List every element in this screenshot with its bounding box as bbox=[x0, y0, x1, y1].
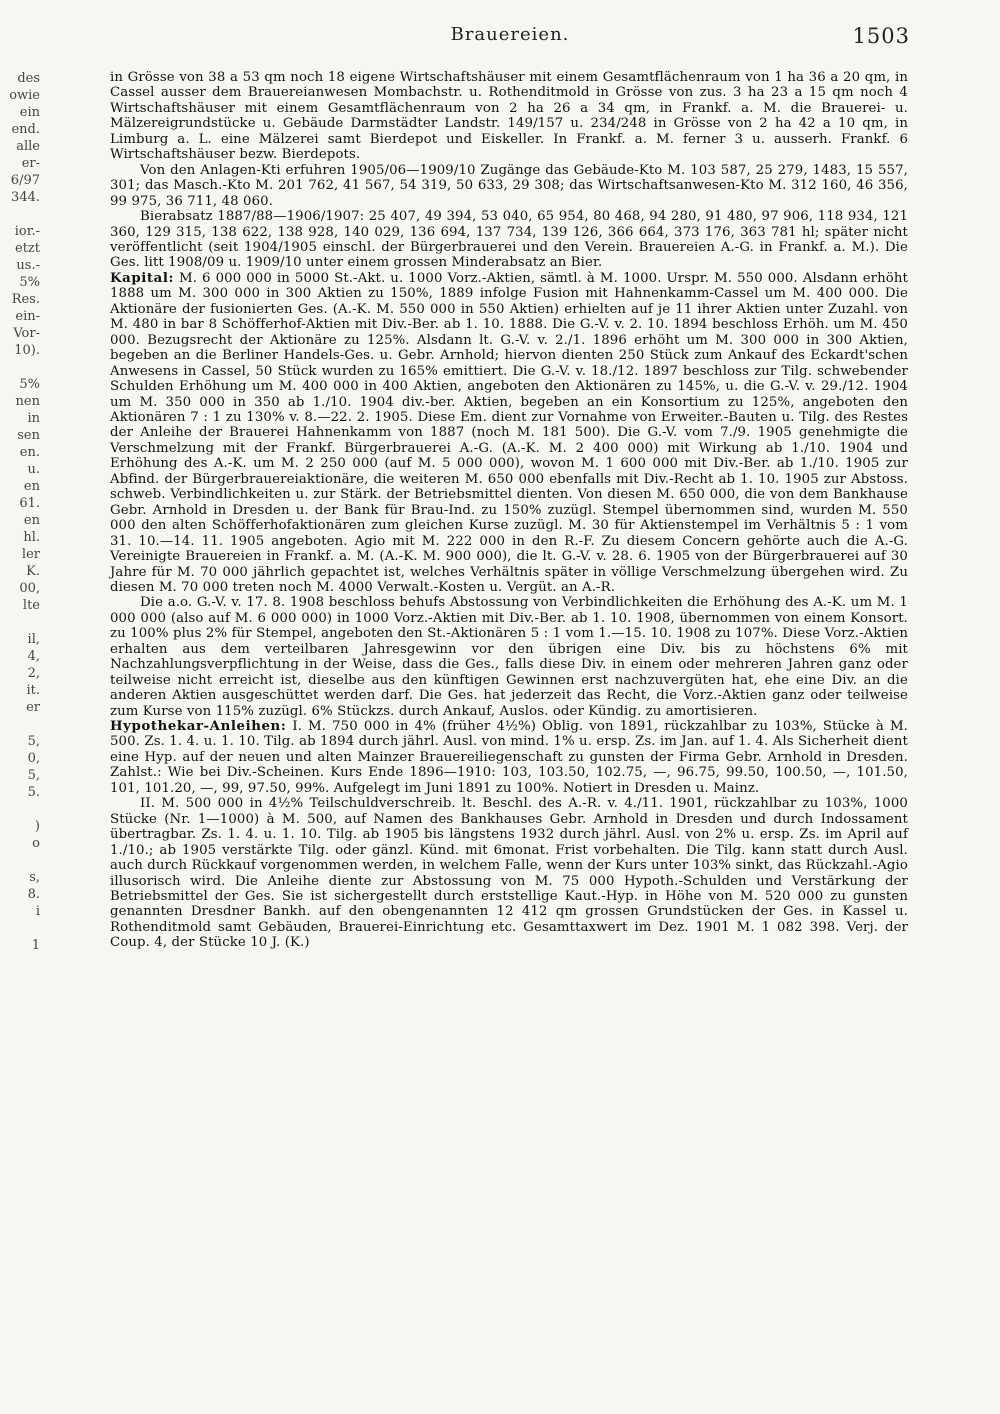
page-header bbox=[110, 24, 910, 54]
margin-fragment: hl. bbox=[23, 530, 40, 545]
margin-fragment: nen bbox=[15, 394, 40, 409]
margin-fragment: end. bbox=[11, 122, 40, 137]
margin-fragment: 0, bbox=[27, 751, 40, 766]
margin-fragment bbox=[0, 614, 44, 631]
margin-fragment: 5% bbox=[19, 377, 40, 392]
paragraph-text: M. 6 000 000 in 5000 St.-Akt. u. 1000 Vorz.-Aktien, sämtl. à M. 1000. Urspr. M. 550 000. Alsdann erhöht 1888 um M. 300 000 in 300 Aktien zu 150%, 1889 infolge Fusion mit Hahnenkamm-Cassel um M. 400 000. Die Aktionäre der fusionierten Ges. (A.-K. M. 550 000 in 550 Aktien) erhielten auf je 11 ihrer Aktien unter Zuzahl. von M. 480 in bar 8 Schöfferhof-Aktien mit Div.-Ber. ab 1. 10. 1888. Die G.-V. v. 2. 10. 1894 beschloss Erhöh. um M. 450 000. Bezugsrecht der Aktionäre zu 125%. Alsdann lt. G.-V. v. 2./1. 1896 erhöht um M. 300 000 in 300 Aktien, begeben an die Berliner Handels-Ges. u. Gebr. Arnhold; hiervon dienten 250 Stück zum Ankauf des Eckardt'schen Anwesens in Cassel, 50 Stück wurden zu 165% emittiert. Die G.-V. v. 18./12. 1897 beschloss zur Tilg. schwebender Schulden Erhöhung um M. 400 000 in 400 Aktien, angeboten den Aktionären zu 145%, u. die G.-V. v. 29./12. 1904 um M. 350 000 in 350 ab 1./10. 1904 div.-ber. Aktien, begeben an ein Konsortium zu 125%, angeboten den Aktionären 7 : 1 zu 130% v. 8.—22. 2. 1905. Diese Em. dient zur Vornahme von Erweiter.-Bauten u. Tilg. des Restes der Anleihe der Brauerei Hahnenkamm von 1887 (noch M. 181 500). Die G.-V. vom 7./9. 1905 genehmigte die Verschmelzung mit der Frankf. Bürgerbrauerei A.-G. (A.-K. M. 2 400 000) mit Wirkung ab 1./10. 1904 und Erhöhung des A.-K. um M. 2 250 000 (auf M. 5 000 000), wovon M. 1 600 000 mit Div.-Ber. ab 1./10. 1905 zur Abfind. der Bürgerbrauereiaktionäre, die weiteren M. 650 000 ebenfalls mit Div.-Recht ab 1. 10. 1905 zur Abstoss. schweb. Verbindlichkeiten u. zur Stärk. der Betriebsmittel dienten. Von diesen M. 650 000, die von dem Bankhause Gebr. Arnhold in Dresden u. der Bank für Brau-Ind. zu 150% zuzügl. Stempel übernommen sind, wurden M. 550 000 den alten Schöfferhofaktionären zum gleichen Kurse zuzügl. M. 30 für Aktienstempel im Verhältnis 5 : 1 vom 31. 10.—14. 11. 1905 angeboten. Agio mit M. 222 000 in den R.-F. Zu diesem Concern gehörte auch die A.-G. Vereinigte Brauereien in Frankf. a. M. (A.-K. M. 900 000), die lt. G.-V. v. 28. 6. 1905 von der Bürgerbrauerei auf 30 Jahre für M. 70 000 jährlich gepachtet ist, welches Verhältnis später in völlige Verschmelzung übergehen wird. Zu diesen M. 70 000 treten noch M. 4000 Verwalt.-Kosten u. Vergüt. an A.-R. bbox=[110, 270, 908, 595]
margin-fragment: Res. bbox=[11, 292, 40, 307]
section-heading-capital: Kapital: bbox=[110, 270, 175, 286]
margin-fragment: lte bbox=[22, 598, 40, 613]
margin-fragment: owie bbox=[9, 88, 40, 103]
margin-fragment: us.- bbox=[16, 258, 40, 273]
margin-fragment: ler bbox=[21, 547, 40, 562]
margin-fragment: er bbox=[26, 700, 40, 715]
margin-fragment bbox=[0, 801, 44, 818]
paragraph-text: in Grösse von 38 a 53 qm noch 18 eigene Wirtschaftshäuser mit einem Gesamtflächenraum von 1 ha 36 a 20 qm, in Cassel ausser dem Brauereianwesen Mombachstr. u. Rothenditmold in Grösse von zus. 3 ha 23 a 15 qm noch 4 Wirtschaftshäuser mit einem Gesamtflächenraum von 2 ha 26 a 34 qm, in Frankf. a. M. die Brauerei- u. Mälzereigrundstücke u. Gebäude Darmstädter Landstr. 149/157 u. 234/248 in Grösse von 2 ha 42 a 10 qm, in Limburg a. L. eine Mälzerei samt Bierdepot und Eiskeller. In Frankf. a. M. ferner 3 u. ausserh. Frankf. 6 Wirtschaftshäuser bezw. Bierdepots. bbox=[110, 70, 908, 163]
margin-fragment: en. bbox=[19, 445, 40, 460]
margin-fragment: er- bbox=[21, 156, 40, 171]
margin-fragment: i bbox=[35, 904, 40, 919]
paragraph-beer-sales bbox=[110, 209, 908, 271]
margin-fragment: alle bbox=[16, 139, 40, 154]
margin-fragment: 6/97 bbox=[10, 173, 40, 188]
paragraph-text: II. M. 500 000 in 4½% Teilschuldverschreib. lt. Beschl. des A.-R. v. 4./11. 1901, rückzahlbar zu 103%, 1000 Stücke (Nr. 1—1000) à M. 500, auf Namen des Bankhauses Gebr. Arnhold in Dresden und durch Indossament übertragbar. Zs. 1. 4. u. 1. 10. Tilg. ab 1905 bis längstens 1932 durch jährl. Ausl. von 2% u. ersp. Zs. im April auf 1./10.; ab 1905 verstärkte Tilg. oder gänzl. Künd. mit 6monat. Frist vorbehalten. Die Tilg. kann statt durch Ausl. auch durch Rückkauf vorgenommen werden, in welchem Falle, wenn der Kurs unter 103% sinkt, das Rückzahl.-Agio illusorisch wird. Die Anleihe diente zur Abstossung von M. 75 000 Hypoth.-Schulden und Verstärkung der Betriebsmittel der Ges. Sie ist sichergestellt durch erststellige Kaut.-Hyp. in Höhe von M. 520 000 zu gunsten genannten Dresdner Bankh. auf den obengenannten 12 412 qm grossen Grundstücken der Ges. in Kassel u. Rothenditmold samt Gebäuden, Brauerei-Einrichtung etc. Gesamttaxwert im Dez. 1901 M. 1 082 398. Verj. der Coup. 4, der Stücke 10 J. (K.) bbox=[110, 796, 908, 951]
page-number: 1503 bbox=[852, 24, 910, 48]
paragraph-mortgage-loans bbox=[110, 719, 908, 796]
margin-fragment bbox=[0, 920, 44, 937]
margin-fragment bbox=[0, 852, 44, 869]
paragraph-text: Von den Anlagen-Kti erfuhren 1905/06—1909/10 Zugänge das Gebäude-Kto M. 103 587, 25 279, 1483, 15 557, 301; das Masch.-Kto M. 201 762, 41 567, 54 319, 50 633, 29 308; das Wirtschaftsanwesen-Kto M. 312 160, 46 356, 99 975, 36 711, 48 060. bbox=[110, 162, 908, 209]
margin-fragment: s, bbox=[29, 870, 40, 885]
paragraph-loan-two bbox=[110, 796, 908, 951]
left-margin-fragments bbox=[0, 70, 44, 1070]
paragraph-text: I. M. 750 000 in 4% (früher 4½%) Oblig. von 1891, rückzahlbar zu 103%, Stücke à M. 500. Zs. 1. 4. u. 1. 10. Tilg. ab 1894 durch jährl. Ausl. von mind. 1% u. ersp. Zs. im Jan. auf 1. 4. Als Sicherheit dient eine Hyp. auf der neuen und alten Mainzer Brauereiliegenschaft zu gunsten der Firma Gebr. Arnhold in Dresden. Zahlst.: Wie bei Div.-Scheinen. Kurs Ende 1896—1910: 103, 103.50, 102.75, —, 96.75, 99.50, 100.50, —, 101.50, 101, 101.20, —, 99, 97.50, 99%. Aufgelegt im Juni 1891 zu 100%. Notiert in Dresden u. Mainz. bbox=[110, 719, 908, 796]
paragraph-additions bbox=[110, 163, 908, 209]
margin-fragment: 1 bbox=[31, 938, 40, 953]
margin-fragment: 61. bbox=[19, 496, 40, 511]
margin-fragment: en bbox=[23, 513, 40, 528]
margin-fragment bbox=[0, 206, 44, 223]
margin-fragment: en bbox=[23, 479, 40, 494]
margin-fragment: 00, bbox=[19, 581, 40, 596]
margin-fragment: 4, bbox=[27, 649, 40, 664]
margin-fragment: 5% bbox=[19, 275, 40, 290]
margin-fragment: Vor- bbox=[13, 326, 40, 341]
margin-fragment bbox=[0, 359, 44, 376]
margin-fragment: 5, bbox=[27, 734, 40, 749]
text-column bbox=[110, 70, 908, 951]
margin-fragment: ) bbox=[34, 819, 40, 834]
margin-fragment: 5. bbox=[27, 785, 40, 800]
paragraph-preferred-shares bbox=[110, 595, 908, 719]
paragraph-properties bbox=[110, 70, 908, 163]
margin-fragment: it. bbox=[26, 683, 40, 698]
margin-fragment: 8. bbox=[27, 887, 40, 902]
paragraph-text: Bierabsatz 1887/88—1906/1907: 25 407, 49 394, 53 040, 65 954, 80 468, 94 280, 91 480, 97 906, 118 934, 121 360, 129 315, 138 622, 138 928, 140 029, 136 694, 137 734, 139 126, 366 664, 373 176, 363 781 hl; später nicht veröffentlicht (seit 1904/1905 einschl. der Bürgerbrauerei und den Verein. Brauereien A.-G. in Frankf. a. M.). Die Ges. litt 1908/09 u. 1909/10 unter einem grossen Minderabsatz an Bier. bbox=[110, 209, 908, 271]
section-heading-mortgage-loans: Hypothekar-Anleihen: bbox=[110, 719, 287, 735]
margin-fragment: in bbox=[27, 411, 40, 426]
margin-fragment: K. bbox=[26, 564, 40, 579]
margin-fragment: 344. bbox=[11, 190, 40, 205]
margin-fragment: il, bbox=[27, 632, 40, 647]
running-head: Brauereien. bbox=[450, 24, 570, 45]
paragraph-capital bbox=[110, 271, 908, 596]
margin-fragment: etzt bbox=[15, 241, 40, 256]
margin-fragment bbox=[0, 716, 44, 733]
margin-fragment: ior.- bbox=[14, 224, 40, 239]
margin-fragment: sen bbox=[17, 428, 40, 443]
margin-fragment: o bbox=[32, 836, 40, 851]
margin-fragment: u. bbox=[27, 462, 40, 477]
margin-fragment: 10). bbox=[14, 343, 40, 358]
margin-fragment: ein bbox=[19, 105, 40, 120]
margin-fragment: ein- bbox=[15, 309, 40, 324]
paragraph-text: Die a.o. G.-V. v. 17. 8. 1908 beschloss behufs Abstossung von Verbindlichkeiten die Erhöhung des A.-K. um M. 1 000 000 (also auf M. 6 000 000) in 1000 Vorz.-Aktien mit Div.-Ber. ab 1. 10. 1908, übernommen von einem Konsort. zu 100% plus 2% für Stempel, angeboten den St.-Aktionären 5 : 1 vom 1.—15. 10. 1908 zu 107%. Diese Vorz.-Aktien erhalten aus dem verteilbaren Jahresgewinn vor den übrigen eine Div. bis zu höchstens 6% mit Nachzahlungsverpflichtung in der Weise, dass die Ges., falls diese Div. in einem oder mehreren Jahren ganz oder teilweise nicht erreicht ist, dieselbe aus den künftigen Gewinnen erst nachzuvergüten hat, ehe eine Div. an die anderen Aktien ausgeschüttet werden darf. Die Ges. hat jederzeit das Recht, die Vorz.-Aktien ganz oder teilweise zum Kurse von 115% zuzügl. 6% Stückzs. durch Ankauf, Auslos. oder Kündig. zu amortisieren. bbox=[110, 595, 908, 719]
margin-fragment: 5, bbox=[27, 768, 40, 783]
margin-fragment: des bbox=[17, 71, 40, 86]
margin-fragment: 2, bbox=[27, 666, 40, 681]
